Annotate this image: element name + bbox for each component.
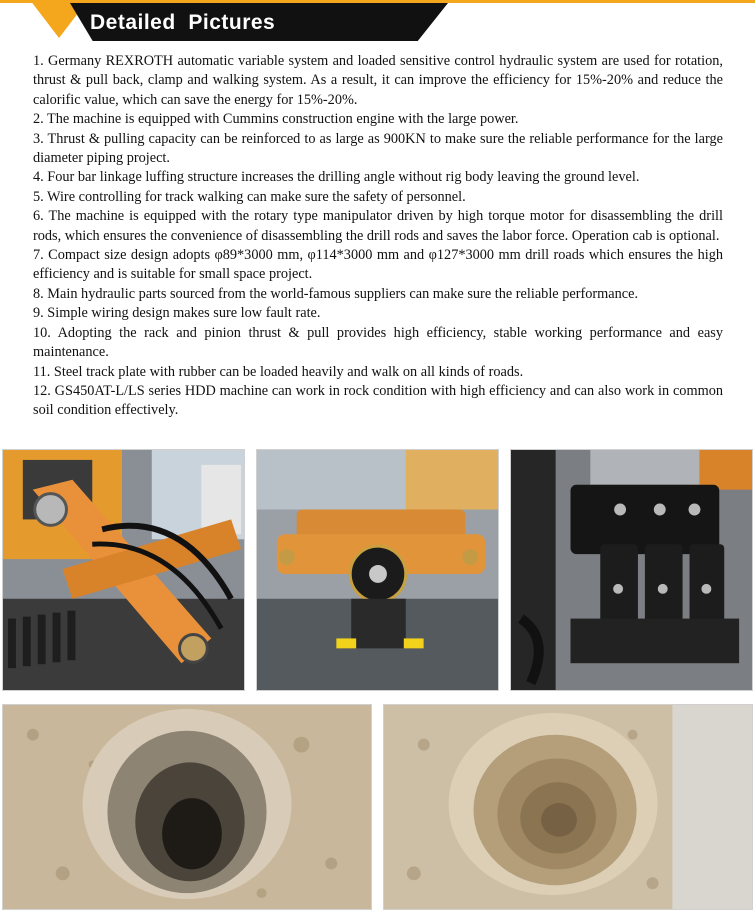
feature-item: 2. The machine is equipped with Cummins construction engine with the large power. — [33, 111, 519, 128]
feature-item: 11. Steel track plate with rubber can be loaded heavily and walk on all kinds of roads. — [33, 363, 524, 380]
feature-item: 7. Compact size design adopts φ89*3000 mm, φ114*3000 mm and φ127*3000 mm drill roads which ensures the high efficiency and is suitable for small space project. — [33, 247, 723, 283]
photo-rock-hole-deep — [2, 704, 372, 910]
feature-item: 5. Wire controlling for track walking can make sure the safety of personnel. — [33, 188, 466, 205]
section-header — [0, 0, 755, 44]
section-title: Detailed Pictures — [90, 11, 276, 34]
feature-item: 12. GS450AT-L/LS series HDD machine can work in rock condition with high efficiency and can also work in common soil condition effectively. — [33, 382, 723, 419]
header-top-line — [0, 0, 755, 3]
feature-item: 3. Thrust & pulling capacity can be reinforced to as large as 900KN to make sure the reliable performance for the large diameter piping project. — [33, 130, 723, 167]
feature-item: 9. Simple wiring design makes sure low fault rate. — [33, 305, 321, 322]
feature-item: 6. The machine is equipped with the rotary type manipulator driven by high torque motor for disassembling the drill rods, which ensures the convenience of disassembling the drill rods and saves the labor force. Operation cab is optional. — [33, 208, 723, 244]
feature-item: 4. Four bar linkage luffing structure increases the drilling angle without rig body leaving the ground level. — [33, 169, 640, 186]
feature-item: 8. Main hydraulic parts sourced from the world-famous suppliers can make sure the reliable performance. — [33, 285, 639, 302]
photo-rock-hole-shallow — [383, 704, 753, 910]
feature-item: 1. Germany REXROTH automatic variable system and loaded sensitive control hydraulic system are used for rotation, thrust & pull back, clamp and walking system. As a result, it can improve the efficiency for 15%-20% and reduce the calorific value, which can save the energy for 15%-20%. — [33, 53, 723, 108]
photo-linkage-arm — [2, 449, 245, 691]
feature-list — [33, 52, 723, 421]
photo-clamp-front — [256, 449, 499, 691]
photo-hydraulic-valves — [510, 449, 753, 691]
feature-item: 10. Adopting the rack and pinion thrust & pull provides high efficiency, stable working performance and easy maintenance. — [33, 324, 723, 361]
